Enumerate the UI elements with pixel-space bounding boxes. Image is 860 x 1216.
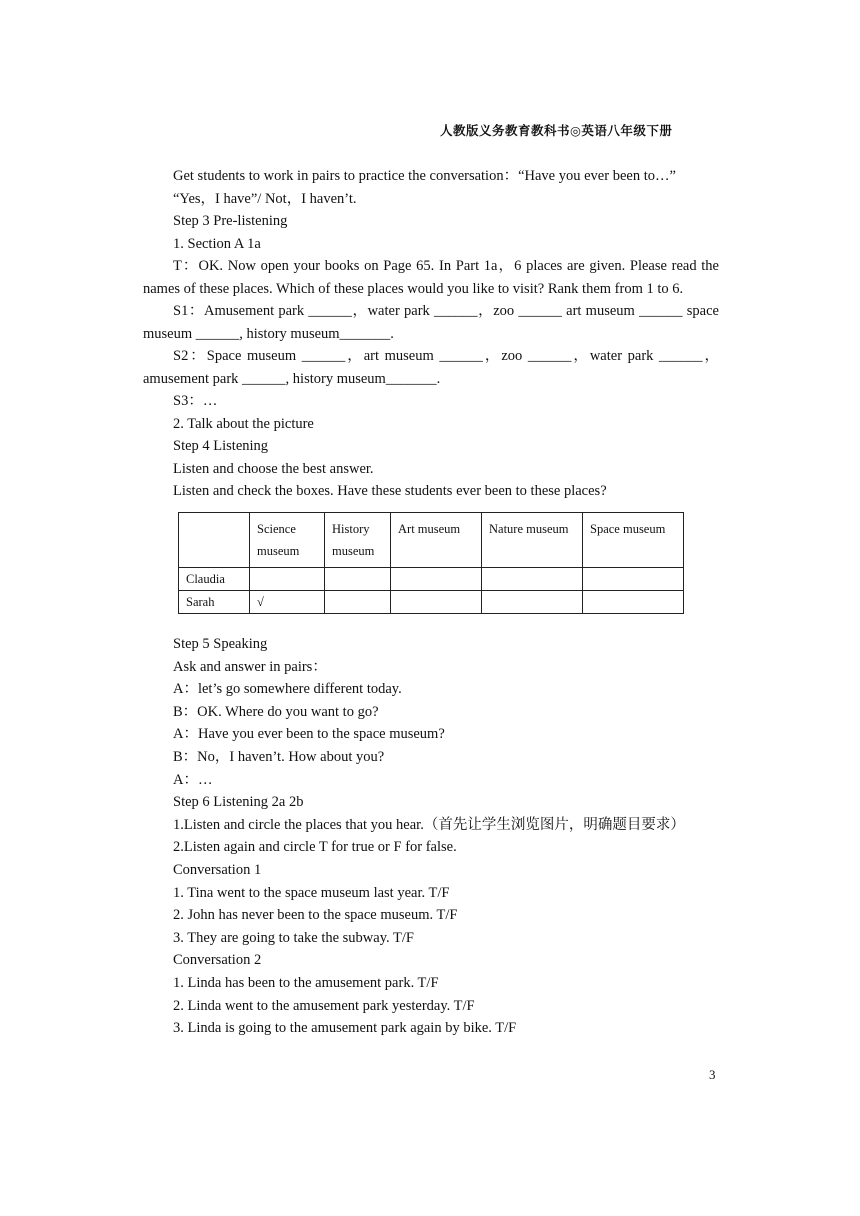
tf-item: 2. Linda went to the amusement park yesterday. T/F — [173, 997, 475, 1014]
tf-item: 2. John has never been to the space museum. T/F — [173, 907, 458, 924]
table-cell: Sarah — [179, 591, 250, 614]
listen-choose: Listen and choose the best answer. — [173, 460, 374, 477]
step-3-heading: Step 3 Pre-listening — [173, 213, 288, 229]
table-row — [179, 568, 684, 591]
conversation-1-heading: Conversation 1 — [173, 861, 262, 878]
table-header-cell: History museum — [325, 513, 391, 568]
table-cell — [583, 568, 684, 591]
tf-item: 1. Linda has been to the amusement park. T/F — [173, 974, 439, 991]
s3-line: S3：… — [173, 393, 218, 409]
conversation-2-heading: Conversation 2 — [173, 952, 262, 969]
talk-about-picture: 2. Talk about the picture — [173, 415, 314, 432]
tf-item: 3. Linda is going to the amusement park again by bike. T/F — [173, 1020, 517, 1037]
lower-section — [143, 633, 719, 1040]
running-header: 人教版义务教育教科书◎英语八年级下册 — [440, 123, 673, 138]
dialogue-line: A：let’s go somewhere different today. — [173, 681, 402, 698]
table-cell — [250, 568, 325, 591]
tf-item: 3. They are going to take the subway. T/F — [173, 929, 414, 946]
table-cell — [583, 591, 684, 614]
table-cell — [325, 568, 391, 591]
listen-check: Listen and check the boxes. Have these students ever been to these places? — [173, 483, 607, 499]
upper-section — [143, 165, 719, 503]
table-row — [179, 591, 684, 614]
dialogue-line: B：OK. Where do you want to go? — [173, 703, 379, 720]
dialogue-line: B：No，I haven’t. How about you? — [173, 748, 385, 765]
table-cell — [391, 591, 482, 614]
s2-paragraph: S2：Space museum ______，art museum ______，zoo ______，water park ______，amusement park ______, history museum_______. — [143, 348, 719, 387]
response-line: “Yes，I have”/ Not，I haven’t. — [173, 190, 357, 207]
instruction-line: 2.Listen again and circle T for true or F for false. — [173, 839, 457, 856]
instruction-line: Get students to work in pairs to practice the conversation：“Have you ever been to…” — [173, 168, 676, 184]
table-header-cell: Art museum — [391, 513, 482, 568]
table-header-cell: Nature museum — [482, 513, 583, 568]
table-cell — [325, 591, 391, 614]
table-header-cell: Science museum — [250, 513, 325, 568]
step-6-heading: Step 6 Listening 2a 2b — [173, 794, 304, 811]
teacher-paragraph: T：OK. Now open your books on Page 65. In Part 1a，6 places are given. Please read the names of these places. Which of these places would you like to visit? Rank them from 1 to 6. — [143, 258, 719, 297]
table-header-cell: Space museum — [583, 513, 684, 568]
places-table — [178, 512, 684, 614]
section-a-1a: 1. Section A 1a — [173, 235, 261, 252]
dialogue-line: A：… — [173, 771, 213, 788]
table-cell: Claudia — [179, 568, 250, 591]
dialogue-line: A：Have you ever been to the space museum? — [173, 726, 445, 743]
table-cell — [482, 568, 583, 591]
s1-paragraph: S1：Amusement park ______，water park ______，zoo ______ art museum ______ space museum ______, history museum_______. — [143, 303, 719, 342]
page-number: 3 — [709, 1067, 716, 1082]
table-header-cell — [179, 513, 250, 568]
step-4-heading: Step 4 Listening — [173, 438, 269, 454]
table-cell — [391, 568, 482, 591]
tf-item: 1. Tina went to the space museum last year. T/F — [173, 884, 450, 901]
table-header-row — [179, 513, 684, 568]
ask-answer-line: Ask and answer in pairs： — [173, 658, 327, 675]
instruction-line: 1.Listen and circle the places that you hear.（首先让学生浏览图片，明确题目要求） — [173, 816, 685, 833]
table-cell — [482, 591, 583, 614]
step-5-heading: Step 5 Speaking — [173, 636, 268, 652]
table-cell: √ — [250, 591, 325, 614]
